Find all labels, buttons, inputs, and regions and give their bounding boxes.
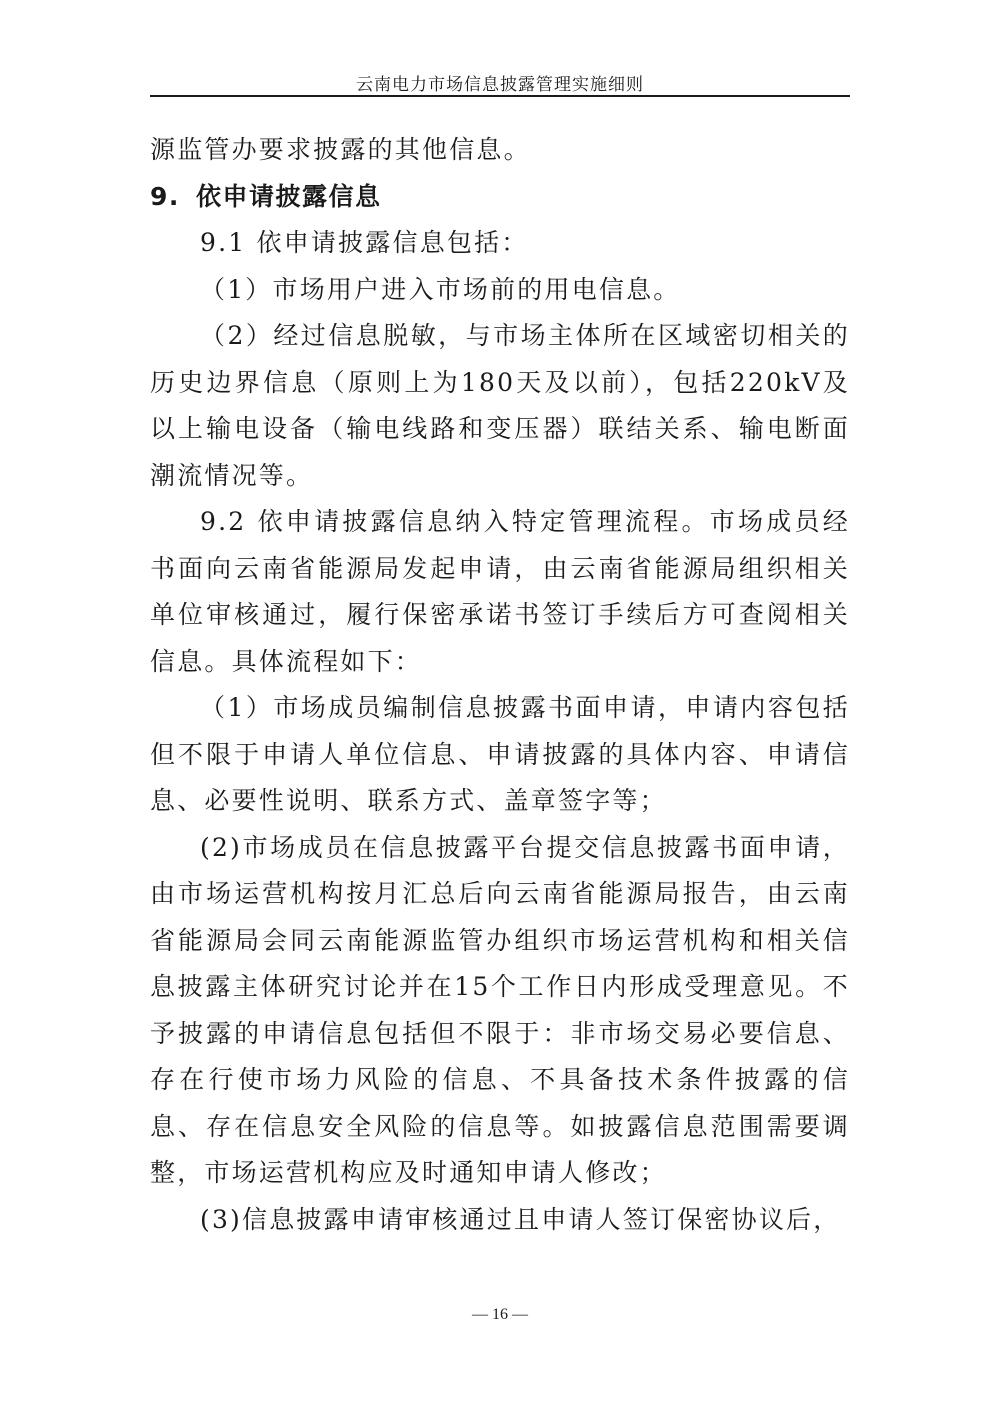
paragraph-9-1-item-1: （1）市场用户进入市场前的用电信息。 (200, 274, 681, 304)
paragraph-9-2-item-1: （1）市场成员编制信息披露书面申请，申请内容包括但不限于申请人单位信息、申请披露的具体内容、申请信息、必要性说明、联系方式、盖章签字等； (150, 693, 850, 815)
paragraph-9-2: 9.2 依申请披露信息纳入特定管理流程。市场成员经书面向云南省能源局发起申请，由云南省能源局组织相关单位审核通过，履行保密承诺书签订手续后方可查阅相关信息。具体流程如下： (150, 507, 850, 676)
header-divider (150, 95, 850, 97)
section-heading (150, 174, 850, 221)
paragraph-9-2-item-2: (2)市场成员在信息披露平台提交信息披露书面申请，由市场运营机构按月汇总后向云南省能源局报告，由云南省能源局会同云南能源监管办组织市场运营机构和相关信息披露主体研究讨论并在15个工作日内形成受理意见。不予披露的申请信息包括但不限于：非市场交易必要信息、存在行使市场力风险的信息、不具备技术条件披露的信息、存在信息安全风险的信息等。如披露信息范围需要调整，市场运营机构应及时通知申请人修改； (150, 832, 850, 1187)
section-number: 9. (150, 181, 180, 211)
document-body (150, 127, 850, 1243)
page-number: — 16 — (472, 1306, 528, 1323)
section-title: 依申请披露信息 (196, 181, 382, 211)
paragraph-9-1-item-2: （2）经过信息脱敏，与市场主体所在区域密切相关的历史边界信息（原则上为180天及以前），包括220kV及以上输电设备（输电线路和变压器）联结关系、输电断面潮流情况等。 (150, 321, 850, 490)
paragraph-9-1: 9.1 依申请披露信息包括： (200, 228, 529, 257)
page-header-title: 云南电力市场信息披露管理实施细则 (356, 75, 644, 95)
paragraph-continuation: 源监管办要求披露的其他信息。 (150, 135, 531, 164)
paragraph-9-2-item-3: (3)信息披露申请审核通过且申请人签订保密协议后， (200, 1204, 841, 1234)
